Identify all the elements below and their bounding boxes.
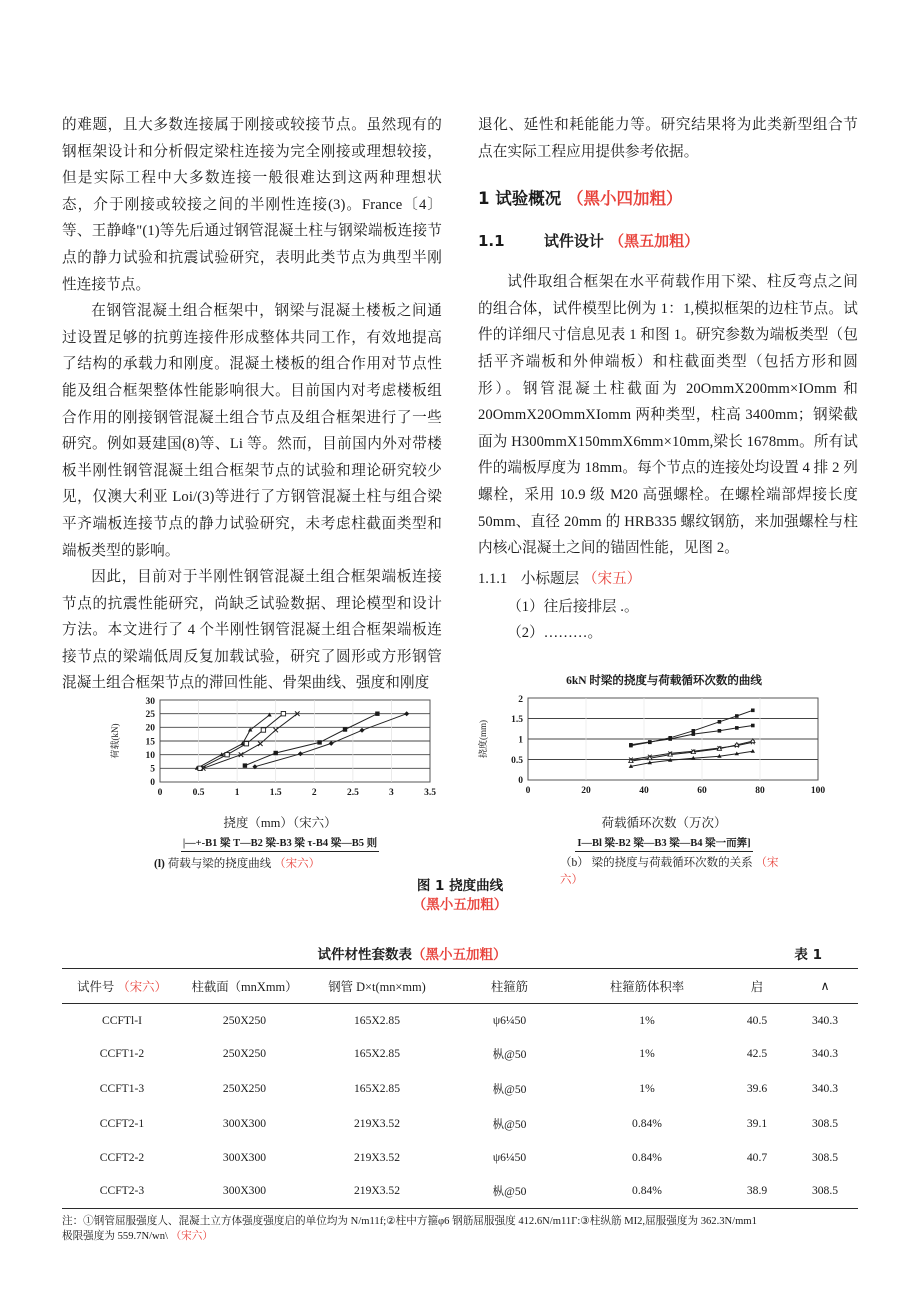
table-1-note	[62, 1214, 858, 1244]
section-1-title: 试验概况	[495, 189, 562, 209]
chart-a-legend: |—+-B1 梁 T—B2 梁-B3 梁 τ-B4 梁—B5 则	[181, 835, 379, 852]
chart-a-xlabel: 挠度（mm）（宋六）	[223, 816, 337, 830]
paragraph-1: 的难题，且大多数连接属于刚接或较接节点。虽然现有的钢框架设计和分析假定梁柱连接为完全刚接或理想较接，但是实际工程中大多数连接一般很难达到这两种理想状态，介于刚接或较接之间的半刚性连接(3)。France〔4〕等、王静峰"(1)等先后通过钢管混凝土柱与钢梁端板连接节点的静力试验和抗震试验研究，表明此类节点为典型半刚性连接节点。	[62, 117, 442, 293]
svg-text:40: 40	[639, 786, 649, 796]
svg-text:30: 30	[145, 697, 155, 707]
svg-text:15: 15	[145, 737, 155, 748]
cell-column-stirrup: 枞@50	[492, 1082, 527, 1096]
article-columns	[62, 112, 858, 697]
cell-steel-tube: 165X2.85	[353, 1082, 401, 1095]
cell-steel-tube: 165X2.85	[353, 1047, 401, 1060]
caption-1b-annotation: （宋六）	[560, 857, 779, 886]
table-1-note-line-2: 极限强度为 559.7N/wn\	[62, 1231, 168, 1242]
cell-column-section: 250X250	[222, 1013, 267, 1027]
cell-stirrup-volume-ratio: 1%	[639, 1013, 655, 1027]
chart-a-svg	[100, 692, 460, 810]
svg-text:挠度(mm): 挠度(mm)	[478, 720, 488, 758]
cell-column-section: 300X300	[222, 1150, 267, 1164]
cell-column-stirrup: 枞@50	[447, 1173, 572, 1209]
caption-1a-annotation: （宋六）	[274, 858, 321, 870]
cell-stirrup-volume-ratio: 1%	[639, 1082, 655, 1095]
specimen-table	[62, 968, 858, 1209]
table-1-title: 试件材性套数表	[317, 947, 412, 963]
section-111-title: 小标题层	[520, 570, 580, 587]
table-1-note-line-1: 注：①钢管屈服强度人、混凝土立方体强度强度启的单位均为 N/m11f;②柱中方箍φ6 钢筋屈服强度 412.6N/m11Г:③柱纵筋 MI2,屈服强度为 362.3N/mm1	[62, 1216, 757, 1227]
caption-1b-text: 梁的挠度与荷载循环次数的关系	[591, 857, 753, 869]
cell-fc: 38.9	[722, 1173, 792, 1209]
cell-fy: 308.5	[792, 1173, 858, 1209]
section-11-annotation: （黑五加粗）	[609, 232, 700, 251]
caption-1a-prefix: (l)	[154, 858, 165, 870]
chart-a-legend-wrap	[100, 833, 460, 852]
svg-text:0.5: 0.5	[511, 756, 523, 766]
specimen-table-body	[62, 1004, 858, 1209]
header-fc: 启	[722, 969, 792, 1004]
svg-text:0.5: 0.5	[192, 788, 205, 798]
cell-fc: 39.6	[746, 1082, 768, 1095]
figure-1a-plot	[100, 692, 460, 831]
cell-column-stirrup: ψ6¼50	[492, 1013, 527, 1027]
cell-column-section: 250X250	[222, 1047, 267, 1060]
figure-1a	[100, 672, 460, 852]
figure-1a-title	[100, 672, 460, 688]
paragraph-2: 在钢管混凝土组合框架中，钢梁与混凝土楼板之间通过设置足够的抗剪连接件形成整体共同工作，有效地提高了结构的承载力和刚度。混凝土楼板的组合作用对节点性能及组合框架整体性能影响很大。目前国内对考虑楼板组合作用的刚接钢管混凝土组合节点及组合框架进行了一些研究。例如聂建国(8)等、Li 等。然而，目前国内外对带楼板半刚性钢管混凝土组合框架节点的试验和理论研究较少见，仅澳大利亚 Loi/(3)等进行了方钢管混凝土柱与组合梁平齐端板连接节点的静力试验研究，未考虑柱截面类型和端板类型的影响。	[62, 303, 442, 559]
section-11-number: 1.1	[478, 232, 505, 251]
cell-specimen-id: CCFT2-2	[99, 1150, 145, 1164]
cell-specimen-id: CCFT2-1	[99, 1117, 145, 1130]
figure-1b	[470, 672, 858, 852]
figure-1-label	[62, 877, 858, 915]
section-heading-1-1	[478, 229, 858, 253]
header-stirrup-volume-ratio: 柱箍筋体积率	[572, 969, 722, 1004]
table-row	[62, 1071, 858, 1106]
cell-stirrup-volume-ratio: 0.84%	[572, 1173, 722, 1209]
svg-text:10: 10	[145, 751, 155, 761]
figure-captions	[62, 855, 858, 915]
svg-text:0: 0	[157, 788, 163, 798]
cell-column-section: 300X300	[182, 1173, 307, 1209]
table-1-note-annotation: （宋六）	[170, 1231, 213, 1242]
svg-text:3: 3	[389, 788, 394, 798]
header-fy: ∧	[792, 969, 858, 1004]
section-heading-1	[478, 187, 858, 211]
header-column-stirrup: 柱箍筋	[447, 969, 572, 1004]
header-specimen-id	[62, 969, 182, 1004]
table-row	[62, 1173, 858, 1209]
svg-text:3.5: 3.5	[424, 788, 436, 798]
cell-fy: 340.3	[811, 1082, 839, 1095]
paragraph-3: 因此，目前对于半刚性钢管混凝土组合框架端板连接节点的抗震性能研究，尚缺乏试验数据、理论模型和设计方法。本文进行了 4 个半刚性钢管混凝土组合框架端板连接节点的梁端低周反复加载试验，研究了圆形或方形钢管混凝土组合框架节点的滞回性能、骨架曲线、强度和刚度	[62, 569, 442, 692]
caption-1a-text: 荷载与梁的挠度曲线	[167, 858, 272, 870]
cell-steel-tube: 219X3.52	[353, 1150, 401, 1164]
section-heading-1-1-1	[478, 566, 858, 592]
svg-text:60: 60	[697, 786, 707, 796]
figure-1-label-main: 图 1 挠度曲线	[416, 878, 504, 894]
svg-text:0: 0	[525, 786, 531, 796]
section-111-number: 1.1.1	[478, 570, 508, 587]
list-item-2: （2）………。	[507, 625, 603, 642]
figure-1-label-annotation: （黑小五加粗）	[412, 897, 508, 913]
svg-text:1: 1	[234, 788, 240, 798]
cell-specimen-id: CCFT1-2	[99, 1047, 145, 1060]
table-row	[62, 1141, 858, 1173]
table-1-title-row	[62, 940, 858, 966]
cell-fy: 308.5	[811, 1117, 839, 1130]
svg-text:1: 1	[518, 735, 523, 746]
cell-fy: 340.3	[811, 1047, 839, 1060]
cell-column-stirrup: 枞@50	[492, 1047, 527, 1061]
table-1-zone	[62, 940, 858, 1244]
cell-stirrup-volume-ratio: 0.84%	[632, 1150, 662, 1164]
svg-text:25: 25	[145, 710, 155, 720]
cell-specimen-id: CCFT2-3	[62, 1173, 182, 1209]
cell-stirrup-volume-ratio: 1%	[639, 1047, 655, 1060]
table-row	[62, 1106, 858, 1141]
cell-column-stirrup: 枞@50	[492, 1117, 527, 1131]
cell-fy: 308.5	[811, 1150, 839, 1164]
table-header-row	[62, 969, 858, 1004]
cell-steel-tube: 219X3.52	[307, 1173, 447, 1209]
table-1-title-annotation: （黑小五加粗）	[412, 947, 507, 963]
svg-text:100: 100	[810, 786, 826, 796]
svg-text:20: 20	[581, 786, 591, 796]
cell-fc: 42.5	[746, 1047, 768, 1060]
header-column-section: 柱截面（mnXmm）	[182, 969, 307, 1004]
header-specimen-id-annotation: （宋六）	[117, 980, 167, 994]
cell-specimen-id: CCFTl-I	[102, 1013, 142, 1027]
cell-steel-tube: 219X3.52	[353, 1117, 401, 1130]
paragraph-specimen-design: 试件取组合框架在水平荷载作用下梁、柱反弯点之间的组合体，试件模型比例为 1：1,模拟框架的边柱节点。试件的详细尺寸信息见表 1 和图 1。研究参数为端板类型（包括平齐端板和外伸端板）和柱截面类型（包括方形和圆形）。钢管混凝土柱截面为 20OmmX200mm×IOmm 和 20OmmX20OmmXIomm 两种类型，柱高 3400mm；钢梁截面为 H300mmX150mmX6mm×10mm,梁长 1678mm。所有试件的端板厚度为 18mm。每个节点的连接处均设置 4 排 2 列螺栓，采用 10.9 级 M20 高强螺栓。在螺栓端部焊接长度 50mm、直径 20mm 的 HRB335 螺纹钢筋，来加强螺栓与柱内核心混凝土之间的锚固性能，见图 2。	[478, 274, 858, 557]
svg-text:0: 0	[150, 778, 155, 788]
table-row	[62, 1004, 858, 1037]
svg-text:2: 2	[311, 788, 317, 798]
caption-1b-prefix: （b）	[560, 857, 589, 869]
table-1-number: 表 1	[794, 947, 822, 963]
svg-text:1.5: 1.5	[511, 715, 523, 725]
paragraph-lead: 退化、延性和耗能能力等。研究结果将为此类新型组合节点在实际工程应用提供参考依据。	[478, 117, 858, 160]
chart-b-legend: I—Bl 梁-B2 梁—B3 梁—B4 梁一而筭]	[575, 835, 752, 852]
list-item-1: （1）往后接排层 .。	[507, 598, 639, 615]
svg-text:2: 2	[518, 695, 523, 705]
cell-stirrup-volume-ratio: 0.84%	[632, 1117, 662, 1130]
section-1-annotation: （黑小四加粗）	[566, 189, 683, 209]
figure-1b-plot	[470, 692, 858, 831]
table-1-title-wrap	[62, 943, 762, 963]
right-column	[478, 112, 858, 697]
cell-steel-tube: 165X2.85	[353, 1013, 401, 1027]
cell-column-section: 250X250	[222, 1082, 267, 1095]
svg-text:2.5: 2.5	[346, 788, 359, 798]
header-specimen-id-text: 试件号	[77, 980, 115, 994]
svg-text:0: 0	[518, 776, 523, 786]
table-1-note-line-2-wrap	[62, 1229, 858, 1244]
chart-b-xlabel: 荷载循环次数（万次）	[601, 816, 727, 830]
left-column	[62, 112, 442, 697]
section-1-number: 1	[478, 189, 490, 209]
svg-text:荷载(kN): 荷载(kN)	[110, 723, 120, 759]
svg-text:80: 80	[755, 786, 765, 796]
chart-b-svg	[470, 692, 858, 810]
cell-fc: 40.7	[746, 1150, 768, 1164]
caption-figure-1a	[154, 855, 320, 871]
specimen-table-head	[62, 969, 858, 1004]
cell-column-stirrup: ψ6¼50	[492, 1150, 527, 1164]
figure-1b-title: 6kN 时梁的挠度与荷载循环次数的曲线	[566, 675, 762, 687]
svg-text:20: 20	[145, 723, 155, 734]
header-steel-tube: 钢管 D×t(mn×mm)	[307, 969, 447, 1004]
figure-1-group	[62, 672, 858, 872]
cell-column-section: 300X300	[222, 1117, 267, 1130]
chart-b-legend-wrap	[470, 833, 858, 852]
section-11-title: 试件设计	[543, 232, 604, 251]
table-row	[62, 1036, 858, 1071]
cell-fc: 40.5	[746, 1013, 768, 1027]
cell-fy: 340.3	[811, 1013, 839, 1027]
cell-fc: 39.1	[746, 1117, 768, 1130]
cell-specimen-id: CCFT1-3	[99, 1082, 145, 1095]
svg-text:5: 5	[150, 764, 155, 775]
svg-text:1.5: 1.5	[269, 788, 282, 798]
section-111-annotation: （宋五）	[582, 570, 642, 587]
